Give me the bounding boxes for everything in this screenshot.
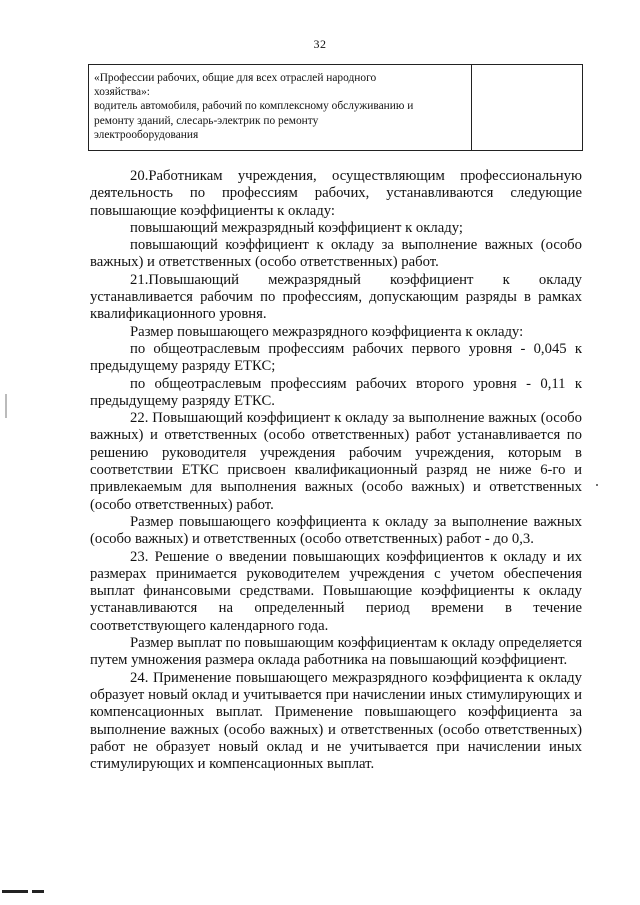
paragraph-21-level-2: по общеотраслевым профессиям рабочих второго уровня - 0,11 к предыдущему разряду ЕТКС. <box>90 375 582 409</box>
paragraph-23: 23. Решение о введении повышающих коэффициентов к окладу и их размерах принимается руководителем учреждения с учетом обеспечения выплат финансовыми средствами. Повышающие коэффициенты к окладу устанавливаются на определенный период времени в течение соответствующего календарного года. <box>90 548 582 634</box>
paragraph-21: 21.Повышающий межразрядный коэффициент к окладу устанавливается рабочим по профессиям, допускающим разряды в рамках квалификационного уровня. <box>90 271 582 323</box>
paragraph-22-size: Размер повышающего коэффициента к окладу за выполнение важных (особо важных) и ответственных (особо ответственных) работ - до 0,3. <box>90 513 582 548</box>
paragraph-20-item-1: повышающий межразрядный коэффициент к окладу; <box>130 219 463 236</box>
table-cell <box>94 71 468 142</box>
paragraph-23-size: Размер выплат по повышающим коэффициентам к окладу определяется путем умножения размера оклада работника на повышающий коэффициент. <box>90 635 582 669</box>
margin-mark <box>5 394 7 418</box>
scan-dot <box>596 484 598 486</box>
table-cell-line: хозяйства»: <box>94 86 150 99</box>
paragraph-22: 22. Повышающий коэффициент к окладу за выполнение важных (особо важных) и ответственных (особо ответственных) работ устанавливается по решению руководителя учреждения рабочим учреждения, которым в соответствии ЕТКС присвоен квалификационный разряд не ниже 6-го и привлекаемым для выполнения важных (особо важных) и ответственных (особо ответственных) работ. <box>90 410 582 513</box>
paragraph-21-level-1: по общеотраслевым профессиям рабочих первого уровня - 0,045 к предыдущему разряду ЕТКС; <box>90 340 582 375</box>
table <box>88 64 583 151</box>
paragraph-20-item-2: повышающий коэффициент к окладу за выполнение важных (особо важных) и ответственных (особо ответственных) работ. <box>90 237 582 271</box>
table-column-divider <box>471 65 472 150</box>
table-cell-line: «Профессии рабочих, общие для всех отраслей народного <box>94 72 377 84</box>
footer-bar <box>32 890 44 893</box>
paragraph-24: 24. Применение повышающего межразрядного коэффициента к окладу образует новый оклад и учитывается при начислении иных стимулирующих и компенсационных выплат. Применение повышающего коэффициента за выполнение важных (особо важных) и ответственных (особо ответственных) работ не образует новый оклад и не учитывается при начислении иных стимулирующих и компенсационных выплат. <box>90 669 582 773</box>
paragraph-21-size: Размер повышающего межразрядного коэффициента к окладу: <box>130 323 524 340</box>
table-cell-line: ремонту зданий, слесарь-электрик по ремонту <box>94 114 319 127</box>
document-body <box>90 168 582 773</box>
footer-bar <box>2 890 28 893</box>
page-number: 32 <box>313 37 327 51</box>
paragraph-20: 20.Работникам учреждения, осуществляющим профессиональную деятельность по профессиям рабочих, устанавливаются следующие повышающие коэффициенты к окладу: <box>90 168 582 219</box>
table-cell-line: водитель автомобиля, рабочий по комплексному обслуживанию и <box>94 100 414 113</box>
table-cell-line: электрооборудования <box>94 128 199 141</box>
